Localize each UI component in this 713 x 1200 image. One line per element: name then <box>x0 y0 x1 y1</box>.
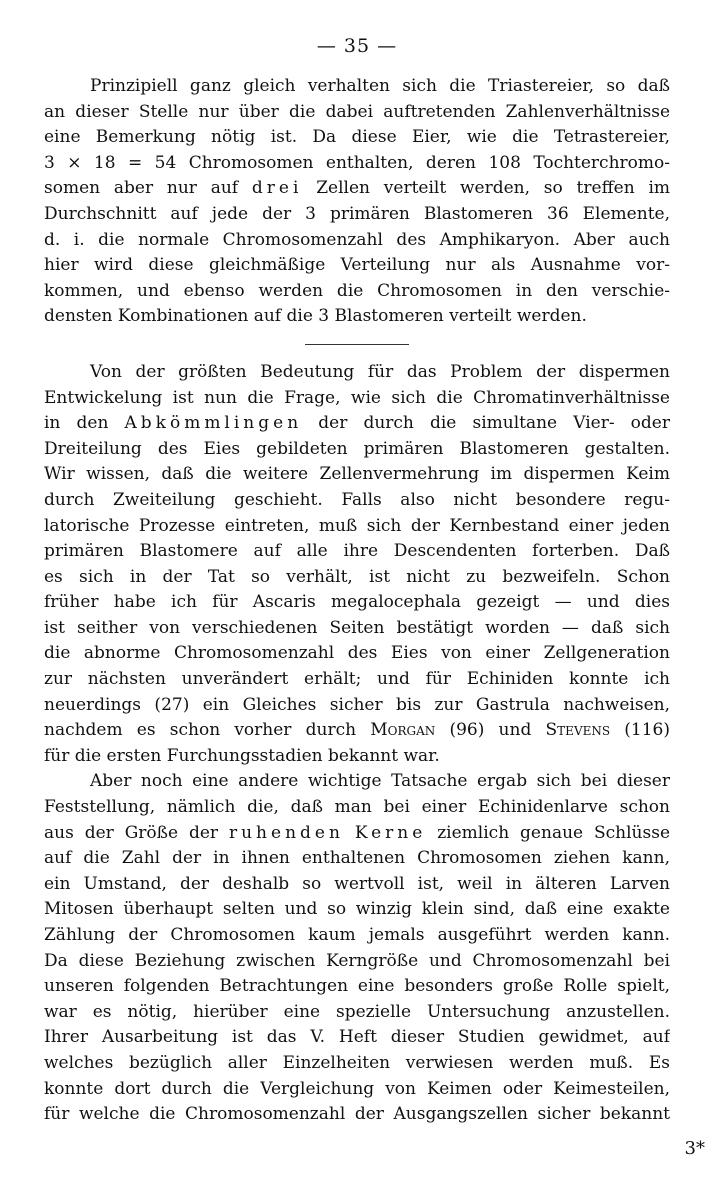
text-line: Zählung der Chromosomen kaum jemals ausgeführt werden kann. <box>44 925 670 945</box>
text-line: konnte dort durch die Vergleichung von Keimen oder Keimesteilen, <box>44 1078 670 1099</box>
text-line: Entwickelung ist nun die Frage, wie sich die Chromatinverhältnisse <box>44 387 670 408</box>
text-line: Von der größten Bedeutung für das Problem der dispermen <box>90 361 670 382</box>
text-line: latorische Prozesse eintreten, muß sich der Kernbestand einer jeden <box>44 515 670 536</box>
text-line <box>44 411 670 437</box>
page-number: — 35 — <box>316 35 398 57</box>
text-fragment: der durch die simultane Vier- oder <box>318 413 670 434</box>
text-line: Prinzipiell ganz gleich verhalten sich die Triastereier, so daß <box>90 76 670 96</box>
text-line: für welche die Chromosomenzahl der Ausgangszellen sicher bekannt <box>44 1104 670 1125</box>
text-fragment: ziemlich genaue Schlüsse <box>437 822 670 843</box>
text-line: 3 × 18 = 54 Chromosomen enthalten, deren 108 Tochterchromo- <box>44 152 670 173</box>
text-line: es sich in der Tat so verhält, ist nicht zu bezweifeln. Schon <box>44 566 670 587</box>
emphasized-word: Kerne <box>354 822 427 843</box>
text-line: ist seither von verschiedenen Seiten bestätigt worden — daß sich <box>44 617 670 638</box>
text-fragment: in den <box>44 413 109 434</box>
text-line: neuerdings (27) ein Gleiches sicher bis zur Gastrula nachweisen, <box>44 694 670 715</box>
section-divider <box>305 344 409 345</box>
text-line: ein Umstand, der deshalb so wertvoll ist, weil in älteren Larven <box>44 873 670 894</box>
printer-signature-mark: 3* <box>684 1138 705 1159</box>
text-line: Feststellung, nämlich die, daß man bei einer Echinidenlarve schon <box>44 797 670 818</box>
text-line: Da diese Beziehung zwischen Kerngröße und Chromosomenzahl bei <box>44 950 670 971</box>
text-line: welches bezüglich aller Einzelheiten verwiesen werden muß. Es <box>44 1052 670 1073</box>
text-line: unseren folgenden Betrachtungen eine besonders große Rolle spielt, <box>44 976 670 997</box>
text-line: Durchschnitt auf jede der 3 primären Blastomeren 36 Elemente, <box>44 203 670 224</box>
text-line: früher habe ich für Ascaris megalocephala gezeigt — und dies <box>44 592 670 613</box>
text-fragment: Zellen verteilt werden, so treffen im <box>316 178 670 199</box>
text-line: war es nötig, hierüber eine spezielle Untersuchung anzustellen. <box>44 1001 670 1022</box>
text-line: für die ersten Furchungsstadien bekannt war. <box>44 745 440 766</box>
author-name: Morgan <box>370 720 436 741</box>
emphasized-word: Abkömmlingen <box>124 413 303 434</box>
text-line: Mitosen überhaupt selten und so winzig klein sind, daß eine exakte <box>44 899 670 920</box>
page <box>44 28 670 1128</box>
text-line <box>44 718 670 744</box>
text-line: auf die Zahl der in ihnen enthaltenen Chromosomen ziehen kann, <box>44 848 670 869</box>
text-line <box>44 176 670 202</box>
paragraph-1 <box>44 74 670 330</box>
paragraph-3 <box>44 769 670 1127</box>
text-line: an dieser Stelle nur über die dabei auftretenden Zahlenverhältnisse <box>44 101 670 122</box>
text-line: Dreiteilung des Eies gebildeten primären Blastomeren gestalten. <box>44 438 670 459</box>
paragraph-2 <box>44 360 670 770</box>
text-line: kommen, und ebenso werden die Chromosomen in den verschie- <box>44 280 670 301</box>
text-line: die abnorme Chromosomenzahl des Eies von einer Zellgeneration <box>44 643 670 664</box>
emphasized-word: ruhenden <box>228 822 344 843</box>
text-fragment: somen aber nur auf <box>44 178 239 199</box>
text-fragment: aus der Größe der <box>44 822 219 843</box>
text-line: d. i. die normale Chromosomenzahl des Amphikaryon. Aber auch <box>44 229 670 250</box>
text-line: eine Bemerkung nötig ist. Da diese Eier, wie die Tetrastereier, <box>44 127 670 148</box>
text-line: Aber noch eine andere wichtige Tatsache ergab sich bei dieser <box>90 771 670 792</box>
text-line: Ihrer Ausarbeitung ist das V. Heft dieser Studien gewidmet, auf <box>44 1027 670 1048</box>
author-name: Stevens <box>545 720 611 741</box>
text-fragment: (96) und <box>449 720 532 741</box>
text-line: primären Blastomere auf alle ihre Descendenten forterben. Daß <box>44 541 670 562</box>
text-line: hier wird diese gleichmäßige Verteilung nur als Ausnahme vor- <box>44 255 670 276</box>
text-line: zur nächsten unverändert erhält; und für Echiniden konnte ich <box>44 669 670 690</box>
text-line: Wir wissen, daß die weitere Zellenvermehrung im dispermen Keim <box>44 464 670 485</box>
emphasized-word: drei <box>251 178 303 199</box>
text-line: densten Kombinationen auf die 3 Blastomeren verteilt werden. <box>44 306 587 327</box>
text-fragment: nachdem es schon vorher durch <box>44 720 357 741</box>
text-line <box>44 821 670 847</box>
text-fragment: (116) <box>624 720 670 741</box>
text-line: durch Zweiteilung geschieht. Falls also nicht besondere regu- <box>44 489 670 510</box>
